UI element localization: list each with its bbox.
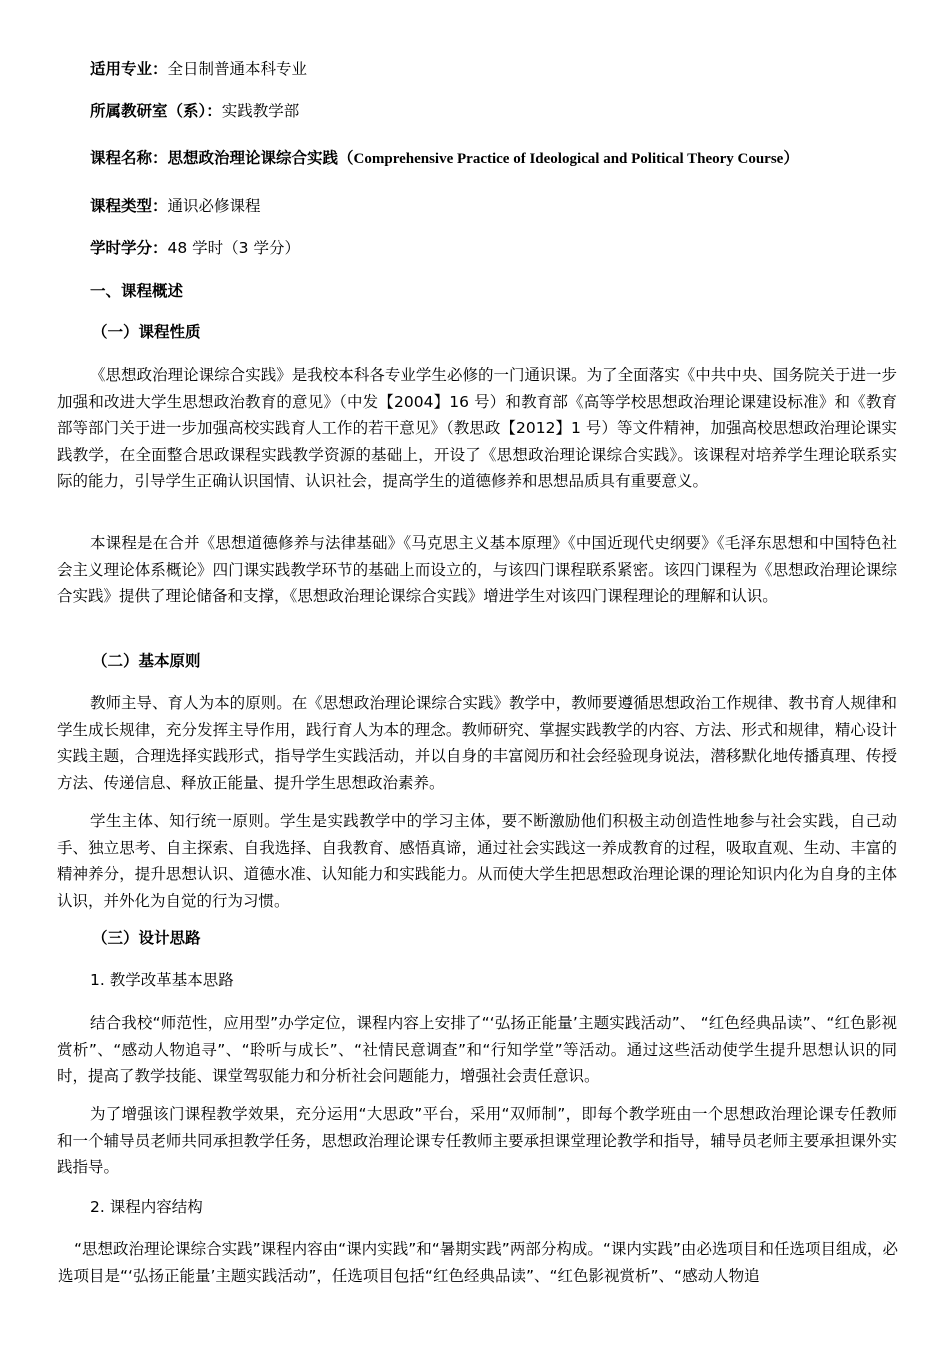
paragraph-content-structure: “思想政治理论课综合实践”课程内容由“课内实践”和“暑期实践”两部分构成。“课内实践”由必选项目和任选项目组成，必选项目是“‘弘扬正能量’主题实践活动”，任选项目包括“红色经典品读”、“红色影视赏析”、“感动人物追 — [58, 1240, 898, 1285]
meta-course-name — [90, 148, 799, 169]
department-label: 所属教研室（系）： — [90, 102, 222, 120]
subheading-reform-ideas: 1. 教学改革基本思路 — [90, 971, 234, 989]
hours-value: 48 学时（3 学分） — [167, 239, 300, 257]
course-name-label: 课程名称： — [90, 149, 168, 167]
meta-course-type — [90, 196, 261, 216]
subheading-content-structure: 2. 课程内容结构 — [90, 1198, 203, 1216]
course-name-close: ） — [783, 149, 799, 167]
paragraph-principle-student: 学生主体、知行统一原则。学生是实践教学中的学习主体，要不断激励他们积极主动创造性地参与社会实践，自己动手、独立思考、自主探索、自我选择、自我教育、感悟真谛，通过社会实践这一养成教育的过程，吸取直观、生动、丰富的精神养分，提升思想认识、道德水准、认知能力和实践能力。从而使大学生把思想政治理论课的理论知识内化为自身的主体认识，并外化为自觉的行为习惯。 — [57, 812, 897, 910]
section-heading-design: （三）设计思路 — [92, 929, 201, 947]
course-type-label: 课程类型： — [90, 197, 168, 215]
course-name-english: Comprehensive Practice of Ideological and Political Theory Course — [353, 151, 784, 167]
meta-hours-credits — [90, 238, 300, 258]
major-label: 适用专业： — [90, 60, 168, 78]
major-value: 全日制普通本科专业 — [167, 60, 308, 78]
meta-department — [90, 101, 299, 121]
course-type-value: 通识必修课程 — [167, 197, 261, 215]
hours-label: 学时学分： — [90, 239, 168, 257]
meta-major — [90, 59, 307, 79]
paragraph-course-relation: 本课程是在合并《思想道德修养与法律基础》《马克思主义基本原理》《中国近现代史纲要》《毛泽东思想和中国特色社会主义理论体系概论》四门课实践教学环节的基础上而设立的，与该四门课程联系紧密。该四门课程为《思想政治理论课综合实践》提供了理论储备和支撑，《思想政治理论课综合实践》增进学生对该四门课程理论的理解和认识。 — [57, 534, 897, 605]
paragraph-principle-teacher: 教师主导、育人为本的原则。在《思想政治理论课综合实践》教学中，教师要遵循思想政治工作规律、教书育人规律和学生成长规律，充分发挥主导作用，践行育人为本的理念。教师研究、掌握实践教学的内容、方法、形式和规律，精心设计实践主题，合理选择实践形式，指导学生实践活动，并以自身的丰富阅历和社会经验现身说法，潜移默化地传播真理、传授方法、传递信息、释放正能量、提升学生思想政治素养。 — [57, 694, 897, 792]
section-heading-principles: （二）基本原则 — [92, 652, 201, 670]
paragraph-course-nature: 《思想政治理论课综合实践》是我校本科各专业学生必修的一门通识课。为了全面落实《中共中央、国务院关于进一步加强和改进大学生思想政治教育的意见》（中发【2004】16 号）和教育部《高等学校思想政治理论课建设标准》和《教育部等部门关于进一步加强高校实践育人工作的若干意见》（教思政【2012】1 号）等文件精神，加强高校思想政治理论课实践教学，在全面整合思政课程实践教学资源的基础上，开设了《思想政治理论课综合实践》。该课程对培养学生理论联系实际的能力，引导学生正确认识国情、认识社会，提高学生的道德修养和思想品质具有重要意义。 — [57, 366, 897, 490]
course-name-value: 思想政治理论课综合实践（ — [167, 149, 354, 167]
department-value: 实践教学部 — [221, 102, 300, 120]
paragraph-dual-teacher: 为了增强该门课程教学效果，充分运用“大思政”平台，采用“双师制”，即每个教学班由一个思想政治理论课专任教师和一个辅导员老师共同承担教学任务，思想政治理论课专任教师主要承担课堂理论教学和指导，辅导员老师主要承担课外实践指导。 — [57, 1105, 897, 1176]
section-heading-overview: 一、课程概述 — [90, 282, 184, 300]
paragraph-reform-activities: 结合我校“师范性，应用型”办学定位，课程内容上安排了“‘弘扬正能量’主题实践活动”、 “红色经典品读”、“红色影视赏析”、“感动人物追寻”、“聆听与成长”、“社情民意调查”和“行知学堂”等活动。通过这些活动使学生提升思想认识的同时，提高了教学技能、课堂驾驭能力和分析社会问题能力，增强社会责任意识。 — [57, 1014, 897, 1085]
section-heading-nature: （一）课程性质 — [92, 323, 201, 341]
